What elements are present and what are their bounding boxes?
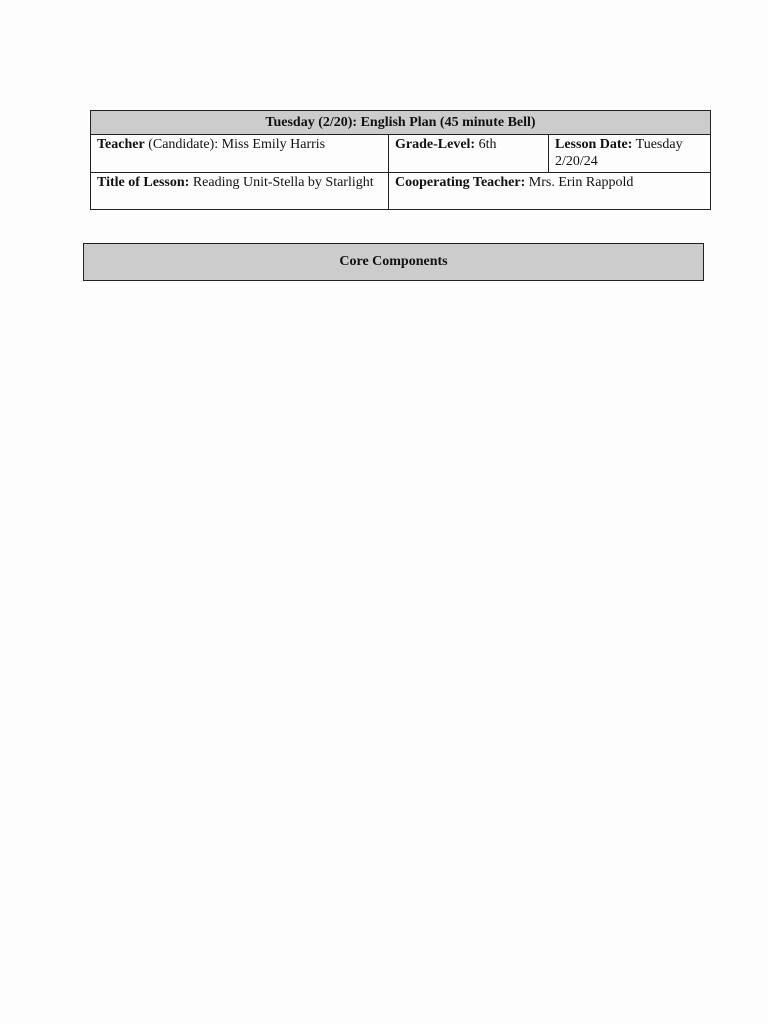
teacher-value: (Candidate): Miss Emily Harris [144, 137, 326, 152]
cooperating-teacher-value: Mrs. Erin Rappold [525, 175, 634, 190]
plan-header-cell [91, 111, 711, 135]
lesson-title-value: Reading Unit-Stella by Starlight [189, 175, 374, 190]
core-components-header [83, 243, 704, 281]
cooperating-teacher-cell [389, 173, 711, 210]
lesson-title-label: Title of Lesson: [97, 175, 190, 190]
teacher-cell [91, 135, 389, 173]
lesson-date-value: Tuesday 2/20/24 [555, 137, 683, 169]
lesson-date-label: Lesson Date: [555, 137, 633, 152]
core-components-heading: Core Components [339, 254, 448, 269]
grade-level-value: 6th [475, 137, 497, 152]
lesson-date-cell [549, 135, 711, 173]
grade-level-cell [389, 135, 549, 173]
lesson-plan-table [90, 110, 711, 210]
plan-info-row [91, 135, 711, 173]
plan-header-row [91, 111, 711, 135]
plan-title-row [91, 173, 711, 210]
lesson-title-cell [91, 173, 389, 210]
cooperating-teacher-label: Cooperating Teacher: [395, 175, 526, 190]
teacher-label: Teacher [97, 137, 145, 152]
grade-level-label: Grade-Level: [395, 137, 476, 152]
plan-header-text: Tuesday (2/20): English Plan (45 minute Bell) [265, 115, 536, 130]
